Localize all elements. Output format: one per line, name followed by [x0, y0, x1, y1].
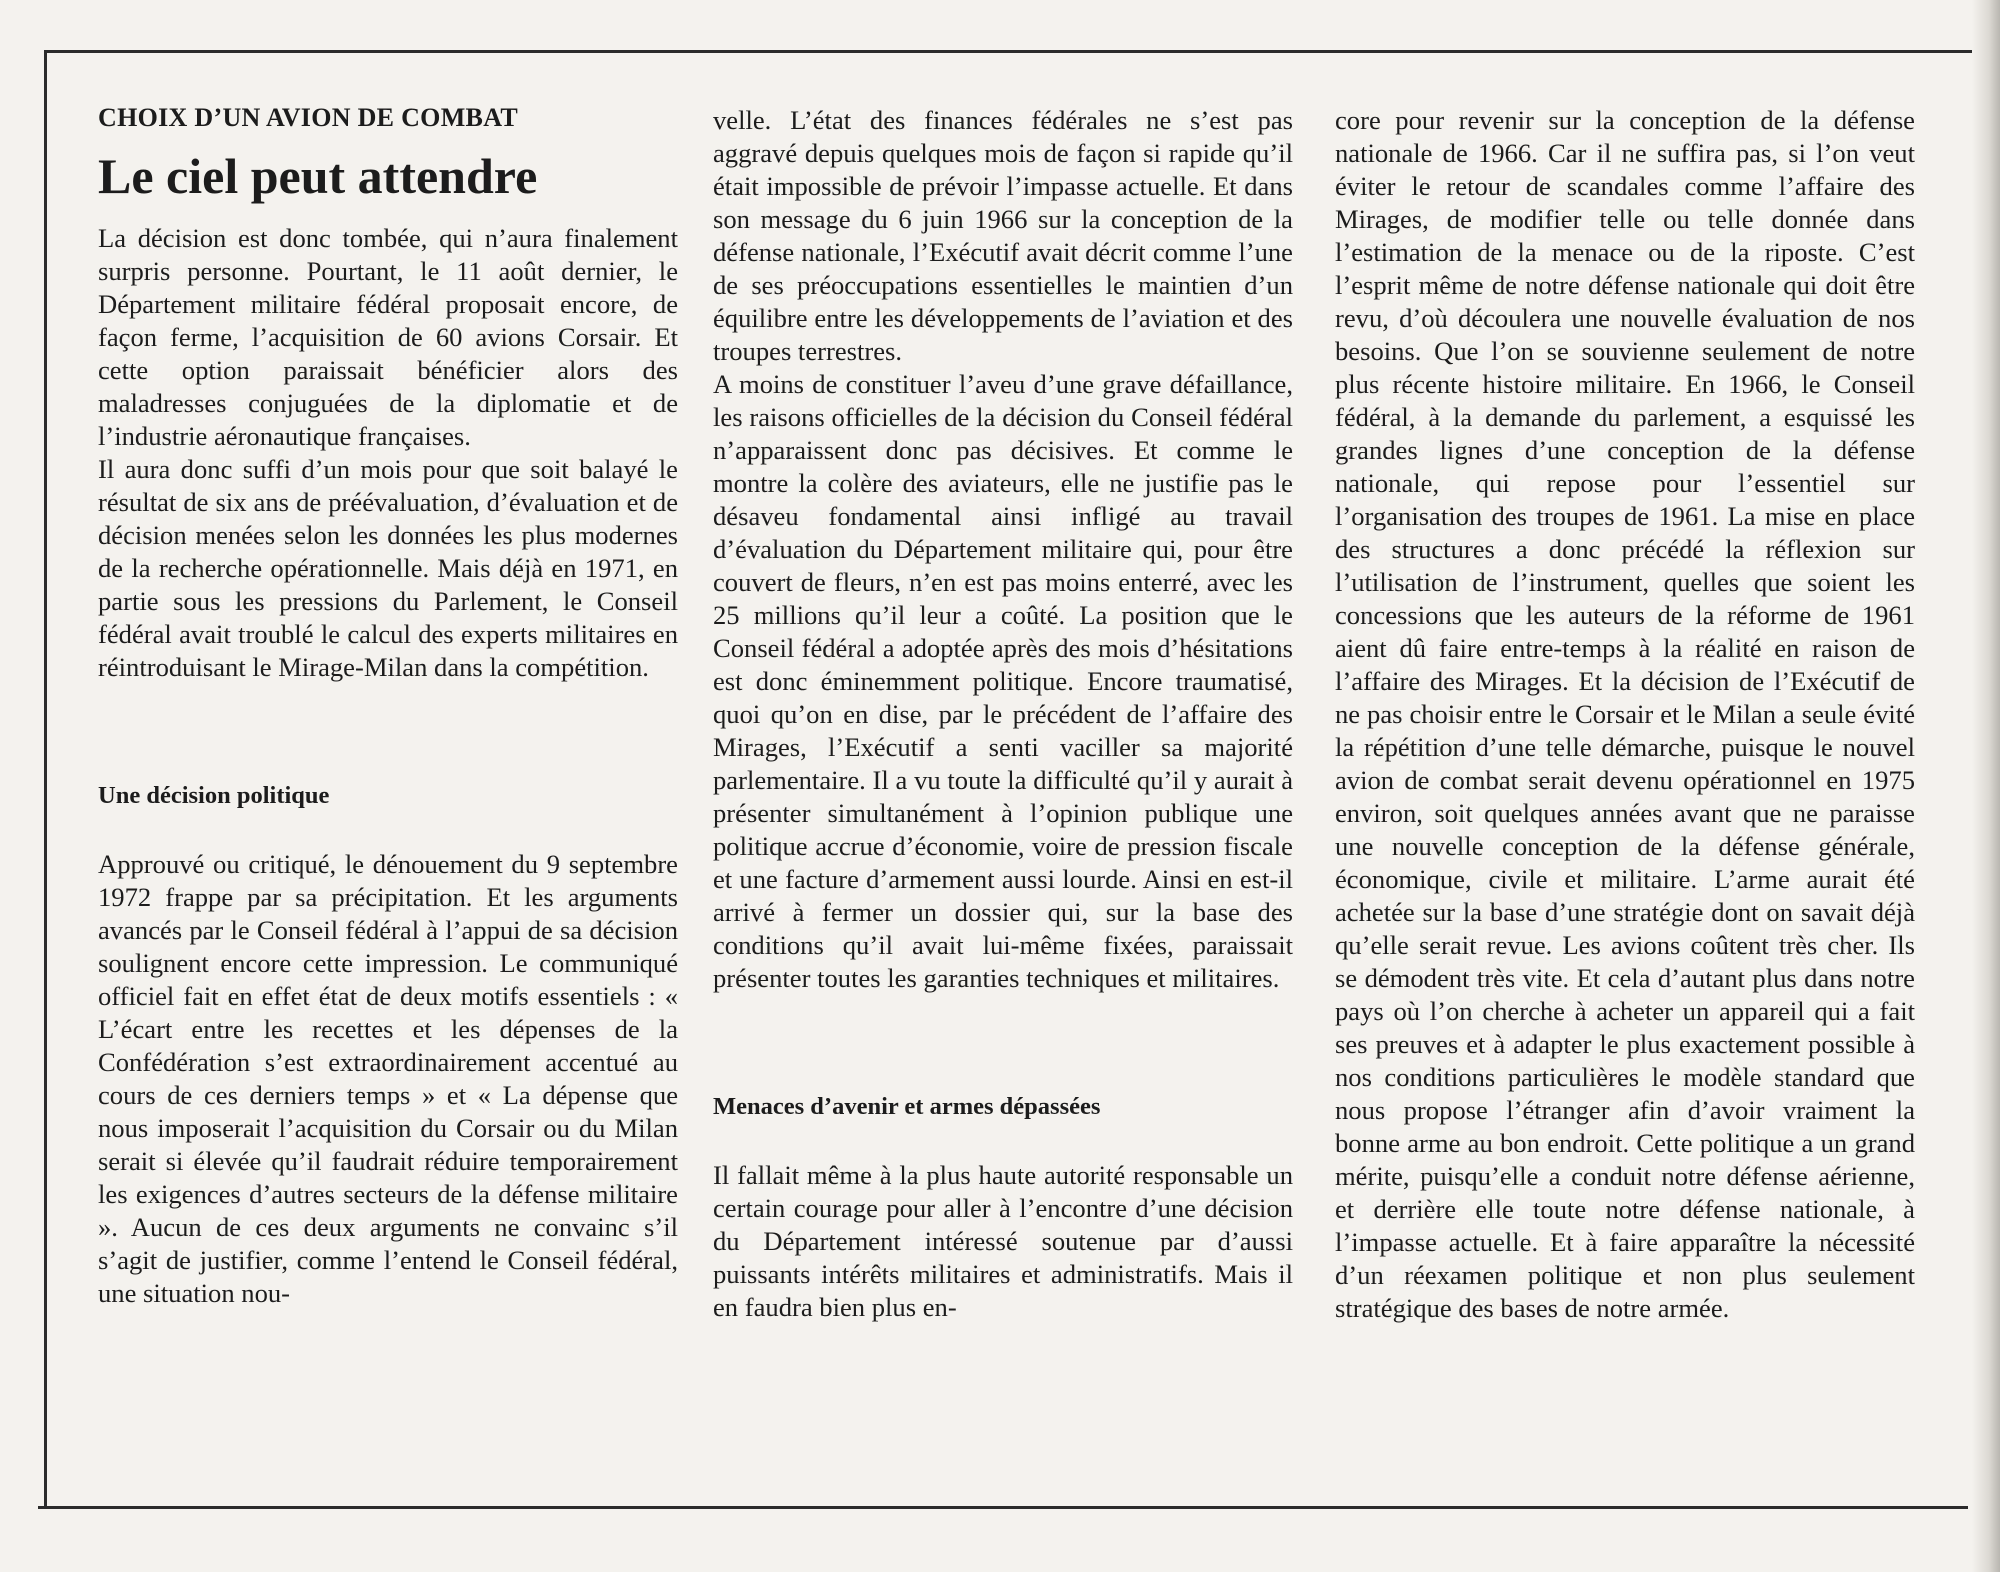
paragraph: Approuvé ou critiqué, le dénouement du 9 septembre 1972 frappe par sa précipitation. Et les arguments avancés par le Conseil fédéral à l’appui de sa décision soulignent encore cette impression. Le communiqué officiel fait en effet état de deux motifs essentiels : « L’écart entre les recettes et les dépenses de la Confédération s’est extraordinairement accentué au cours de ces derniers temps » et « La dépense que nous imposerait l’acquisition du Corsair ou du Milan serait si élevée qu’il faudrait réduire temporairement les exigences d’autres secteurs de la défense militaire ». Aucun de ces deux arguments ne convainc s’il s’agit de justifier, comme l’entend le Conseil fédéral, une situation nou-: [98, 849, 678, 1308]
article-headline: Le ciel peut attendre: [98, 148, 538, 204]
paragraph: Il fallait même à la plus haute autorité responsable un certain courage pour aller à l’encontre d’une décision du Département intéressé soutenue par d’aussi puissants intérêts militaires et administratifs. Mais il en faudra bien plus en-: [713, 1160, 1293, 1322]
article-column-2: [713, 104, 1293, 1324]
article-column-3: [1335, 104, 1915, 1325]
bottom-rule: [38, 1506, 1968, 1509]
page-edge: [1972, 0, 2000, 1572]
paragraph: velle. L’état des finances fédérales ne s’est pas aggravé depuis quelques mois de façon si rapide qu’il était impossible de prévoir l’impasse actuelle. Et dans son message du 6 juin 1966 sur la conception de la défense nationale, l’Exécutif avait décrit comme l’une de ses préoccupations essentielles le maintien d’un équilibre entre les développements de l’aviation et des troupes terrestres.: [713, 105, 1293, 366]
section-heading: Une décision politique: [98, 782, 330, 809]
paragraph: core pour revenir sur la conception de la défense nationale de 1966. Car il ne suffira pas, si l’on veut éviter le retour de scandales comme l’affaire des Mirages, de modifier telle ou telle donnée dans l’estimation de la menace ou de la riposte. C’est l’esprit même de notre défense nationale qui doit être revu, d’où découlera une nouvelle évaluation de nos besoins. Que l’on se souvienne seulement de notre plus récente histoire militaire. En 1966, le Conseil fédéral, à la demande du parlement, a esquissé les grandes lignes d’une conception de la défense nationale, qui repose pour l’essentiel sur l’organisation des troupes de 1961. La mise en place des structures a donc précédé la réflexion sur l’utilisation de l’instrument, quelles que soient les concessions que les auteurs de la réforme de 1961 aient dû faire entre-temps à la réalité en raison de l’affaire des Mirages. Et la décision de l’Exécutif de ne pas choisir entre le Corsair et le Milan a seule évité la répétition d’une telle démarche, puisque le nouvel avion de combat serait devenu opérationnel en 1975 environ, soit quelques années avant que ne paraisse une nouvelle conception de la défense générale, économique, civile et militaire. L’arme aurait été achetée sur la base d’une stratégie dont on savait déjà qu’elle serait revue. Les avions coûtent très cher. Ils se démodent très vite. Et cela d’autant plus dans notre pays où l’on cherche à acheter un appareil qui a fait ses preuves et à adapter le plus exactement possible à nos conditions particulières le modèle standard que nous propose l’étranger afin d’avoir vraiment la bonne arme au bon endroit. Cette politique a un grand mérite, puisqu’elle a conduit notre défense aérienne, et derrière elle toute notre défense nationale, à l’impasse actuelle. Et à faire apparaître la nécessité d’un réexamen politique et non plus seulement stratégique des bases de notre armée.: [1335, 105, 1915, 1323]
paragraph: Il aura donc suffi d’un mois pour que soit balayé le résultat de six ans de préévaluation, d’évaluation et de décision menées selon les données les plus modernes de la recherche opérationnelle. Mais déjà en 1971, en partie sous les pressions du Parlement, le Conseil fédéral avait troublé le calcul des experts militaires en réintroduisant le Mirage-Milan dans la compétition.: [98, 454, 678, 682]
paragraph: A moins de constituer l’aveu d’une grave défaillance, les raisons officielles de la décision du Conseil fédéral n’apparaissent donc pas décisives. Et comme le montre la colère des aviateurs, elle ne justifie pas le désaveu fondamental ainsi infligé au travail d’évaluation du Département militaire qui, pour être couvert de fleurs, n’en est pas moins enterré, avec les 25 millions qu’il leur a coûté. La position que le Conseil fédéral a adoptée après des mois d’hésitations est donc éminemment politique. Encore traumatisé, quoi qu’on en dise, par le précédent de l’affaire des Mirages, l’Exécutif a senti vaciller sa majorité parlementaire. Il a vu toute la difficulté qu’il y aurait à présenter simultanément à l’opinion publique une politique accrue d’économie, voire de pression fiscale et une facture d’armement aussi lourde. Ainsi en est-il arrivé à fermer un dossier qui, sur la base des conditions qu’il avait lui-même fixées, paraissait présenter toutes les garanties techniques et militaires.: [713, 369, 1293, 993]
left-rule: [44, 50, 47, 1508]
article-column-1: [98, 102, 678, 1310]
paragraph: La décision est donc tombée, qui n’aura finalement surpris personne. Pourtant, le 11 août dernier, le Département militaire fédéral proposait encore, de façon ferme, l’acquisition de 60 avions Corsair. Et cette option paraissait bénéficier alors des maladresses conjuguées de la diplomatie et de l’industrie aéronautique françaises.: [98, 223, 678, 451]
article-kicker: CHOIX D’UN AVION DE COMBAT: [98, 103, 518, 132]
top-rule: [44, 50, 1974, 53]
section-heading: Menaces d’avenir et armes dépassées: [713, 1093, 1101, 1120]
